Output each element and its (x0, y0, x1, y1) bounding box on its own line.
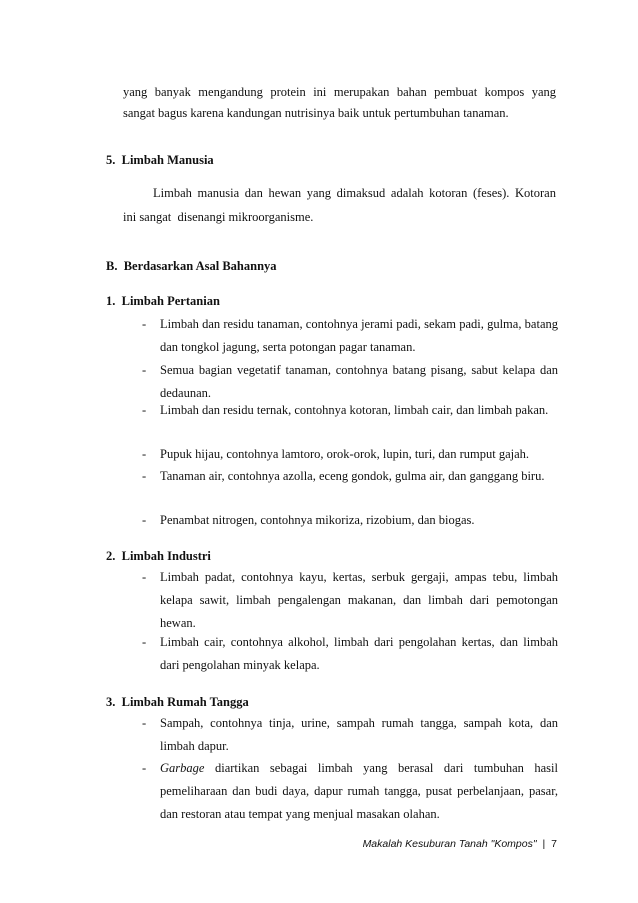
list-item-text: Sampah, contohnya tinja, urine, sampah rumah tangga, sampah kota, dan limbah dapur. (160, 716, 558, 753)
intro-line-2: sangat bagus karena kandungan nutrisinya baik untuk pertumbuhan tanaman. (123, 106, 509, 120)
bullet-dash: - (142, 447, 147, 461)
garbage-definition: diartikan sebagai limbah yang berasal dari tumbuhan hasil pemeliharaan dan budi daya, dapur rumah tangga, pusat perbelanjaan, pasar, dan restoran atau tempat yang menjual masakan olahan. (160, 761, 558, 821)
section-5-line-1: Limbah manusia dan hewan yang dimaksud adalah kotoran (feses). Kotoran (153, 186, 556, 200)
list-item-text: Limbah cair, contohnya alkohol, limbah dari pengolahan kertas, dan limbah dari pengolahan minyak kelapa. (160, 635, 558, 672)
bullet-dash: - (142, 317, 147, 331)
bullet-dash: - (142, 570, 147, 584)
page-number: 7 (551, 838, 557, 850)
list-item-text: Limbah dan residu tanaman, contohnya jerami padi, sekam padi, gulma, batang dan tongkol jagung, serta potongan pagar tanaman. (160, 317, 558, 354)
list-item-text (160, 757, 558, 826)
bullet-dash: - (142, 761, 147, 775)
list-item-text: Pupuk hijau, contohnya lamtoro, orok-orok, lupin, turi, dan rumput gajah. (160, 447, 530, 461)
garbage-term: Garbage (160, 761, 205, 775)
pertanian-heading: 1. Limbah Pertanian (106, 294, 220, 308)
bullet-dash: - (142, 635, 147, 649)
bullet-dash: - (142, 363, 147, 377)
bullet-dash: - (142, 716, 147, 730)
section-b-heading: B. Berdasarkan Asal Bahannya (106, 259, 277, 273)
section-5-heading: 5. Limbah Manusia (106, 153, 214, 167)
intro-paragraph (123, 82, 556, 124)
footer-title: Makalah Kesuburan Tanah "Kompos" (362, 838, 537, 850)
section-5-paragraph (123, 181, 556, 229)
page-footer (363, 838, 557, 850)
bullet-dash: - (142, 513, 147, 527)
intro-line-1: yang banyak mengandung protein ini merupakan bahan pembuat kompos yang (123, 85, 556, 99)
footer-separator: | (542, 838, 546, 850)
list-item-text: Tanaman air, contohnya azolla, eceng gondok, gulma air, dan ganggang biru. (160, 469, 545, 483)
rumah-heading: 3. Limbah Rumah Tangga (106, 695, 249, 709)
bullet-dash: - (142, 469, 147, 483)
list-item-text: Semua bagian vegetatif tanaman, contohnya batang pisang, sabut kelapa dan dedaunan. (160, 363, 558, 400)
bullet-dash: - (142, 403, 147, 417)
list-item-text: Penambat nitrogen, contohnya mikoriza, rizobium, dan biogas. (160, 513, 475, 527)
list-item-text: Limbah padat, contohnya kayu, kertas, serbuk gergaji, ampas tebu, limbah kelapa sawit, limbah pengalengan makanan, dan limbah dari pemotongan hewan. (160, 570, 558, 630)
industri-heading: 2. Limbah Industri (106, 549, 211, 563)
section-5-line-2: ini sangat disenangi mikroorganisme. (123, 210, 314, 224)
list-item-text: Limbah dan residu ternak, contohnya kotoran, limbah cair, dan limbah pakan. (160, 403, 549, 417)
